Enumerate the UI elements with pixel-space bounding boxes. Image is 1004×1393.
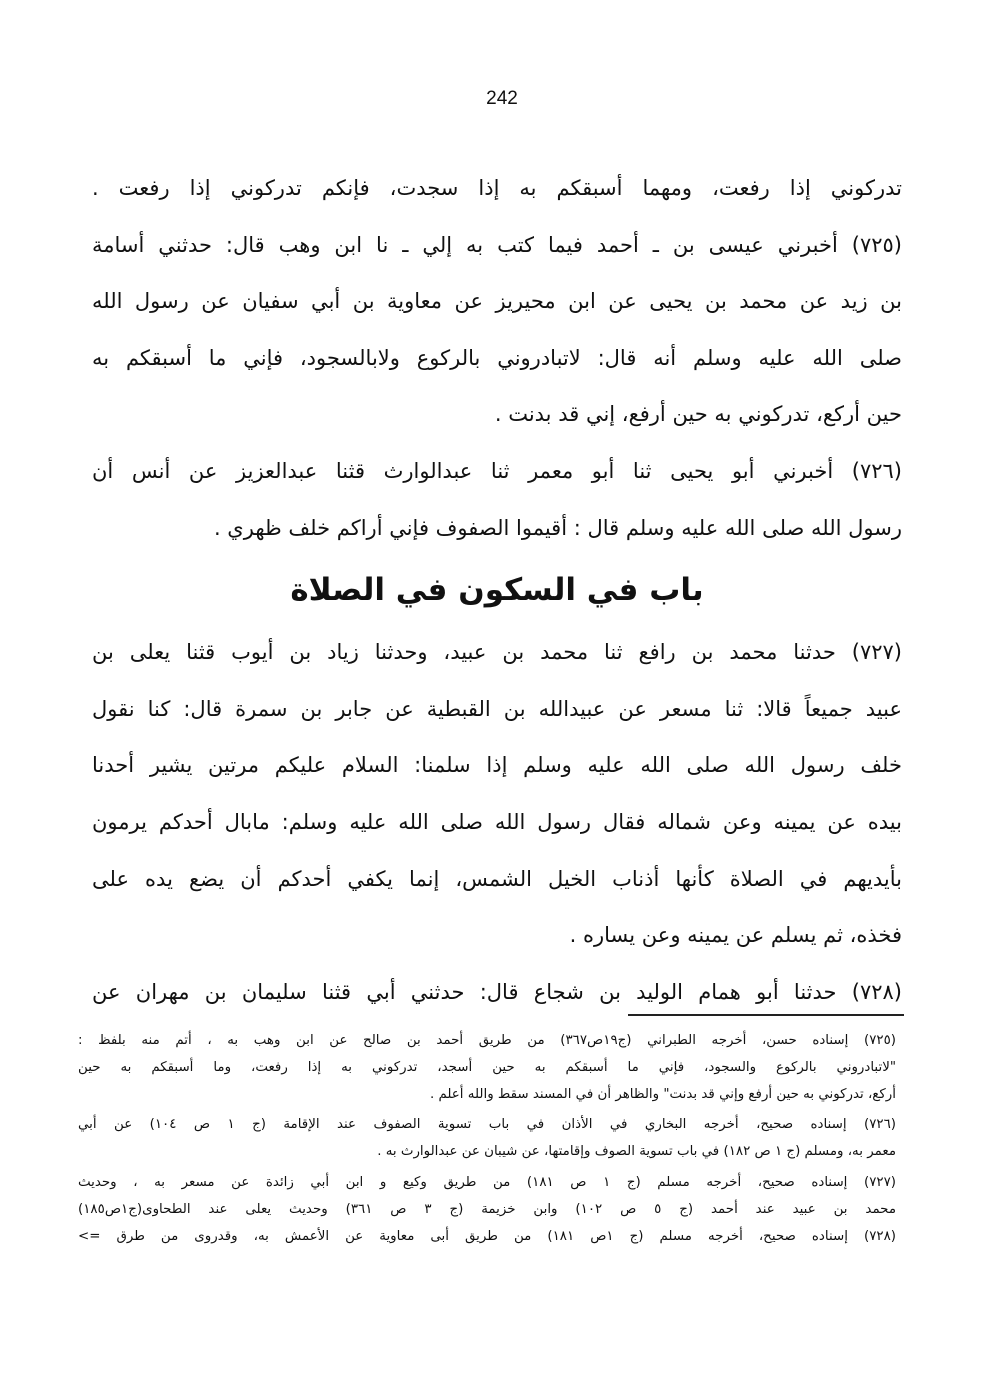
text-line: بيده عن يمينه وعن شماله فقال رسول الله صلى الله عليه وسلم: مابال أحدكم يرمون — [92, 809, 902, 834]
footnote-line: محمد بن عبيد عند أحمد (ج ٥ ص ١٠٢) وابن خزيمة (ج ٣ ص ٣٦١) وحديث يعلى عند الطحاوى(ج١ص١٨٥) — [78, 1201, 896, 1217]
text-line: فخذه، ثم يسلم عن يمينه وعن يساره . — [569, 923, 902, 948]
footnote-line: أركع، تدركوني به حين أرفع وإني قد بدنت" والظاهر أن في المسند سقط والله أعلم . — [429, 1086, 896, 1102]
text-line: (٧٢٥) أخبرني عيسى بن ـ أحمد فيما كتب به إلي ـ نا ابن وهب قال: حدثني أسامة — [92, 232, 902, 257]
text-line: (٧٢٦) أخبرني أبو يحيى ثنا أبو معمر ثنا عبدالوارث قثنا عبدالعزيز عن أنس أن — [92, 458, 902, 483]
footnote-line: معمر به، ومسلم (ج ١ ص ١٨٢) في باب تسوية الصوف وإقامتها، عن شيبان عن عبدالوارث به . — [377, 1144, 896, 1160]
text-line: (٧٢٨) حدثنا أبو همام الوليد بن شجاع قال: حدثني أبي قثنا سليمان بن مهران عن — [92, 979, 902, 1004]
footnote-separator — [628, 1014, 904, 1016]
text-line: تدركوني إذا رفعت، ومهما أسبقكم به إذا سجدت، فإنكم تدركوني إذا رفعت . — [92, 176, 902, 200]
footnote-line: (٧٢٥) إسناده حسن، أخرجه الطبراني (ج١٩ص٣٦٧) من طريق أحمد بن صالح عن ابن وهب به ، أتم منه بلفظ : — [78, 1033, 896, 1048]
text-line: عبيد جميعاً قالا: ثنا مسعر عن عبيدالله بن القبطية عن جابر بن سمرة قال: كنا نقول — [92, 696, 902, 721]
footnote-line: (٧٢٧) إسناده صحيح، أخرجه مسلم (ج ١ ص ١٨١) من طريق وكيع و ابن أبي زائدة عن مسعر به ، وحديث — [78, 1174, 897, 1190]
text-line: حين أركع، تدركوني به حين أرفع، إني قد بدنت . — [494, 402, 902, 427]
footnotes — [78, 1028, 896, 1250]
text-line: (٧٢٧) حدثنا محمد بن رافع ثنا محمد بن عبيد، وحدثنا زياد بن أيوب قثنا يعلى بن — [92, 640, 902, 665]
footnote-line: (٧٢٨) إسناده صحيح، أخرجه مسلم (ج ١ص ١٨١) من طريق أبى معاوية عن الأعمش به، وقدروى من طرق => — [78, 1228, 896, 1244]
section-heading: باب في السكون في الصلاة — [290, 572, 704, 609]
text-line: صلى الله عليه وسلم أنه قال: لاتبادروني بالركوع ولابالسجود، فإني ما أسبقكم به — [92, 345, 902, 370]
page-number: 242 — [486, 88, 518, 109]
footnote-line: "لاتبادروني بالركوع والسجود، فإني ما أسبقكم به حين أسجد، تدركوني به إذا رفعت، وما أسبقكم به حين — [78, 1059, 896, 1075]
text-line: رسول الله صلى الله عليه وسلم قال : أقيموا الصفوف فإني أراكم خلف ظهري . — [213, 515, 902, 540]
text-line: بن زيد عن محمد بن يحيى عن ابن محيريز عن معاوية بن أبي سفيان عن رسول الله — [92, 289, 902, 314]
main-text — [92, 160, 902, 1020]
text-line: بأيديهم في الصلاة كأنها أذناب الخيل الشمس، إنما يكفي أحدكم أن يضع يده على — [92, 866, 902, 891]
text-line: خلف رسول الله صلى الله عليه وسلم إذا سلمنا: السلام عليكم مرتين يشير أحدنا — [92, 753, 902, 778]
footnote-line: (٧٢٦) إسناده صحيح، أخرجه البخاري في الأذان في باب تسوية الصفوف عند الإقامة (ج ١ ص ١٠٤) عن أبي — [78, 1117, 896, 1133]
